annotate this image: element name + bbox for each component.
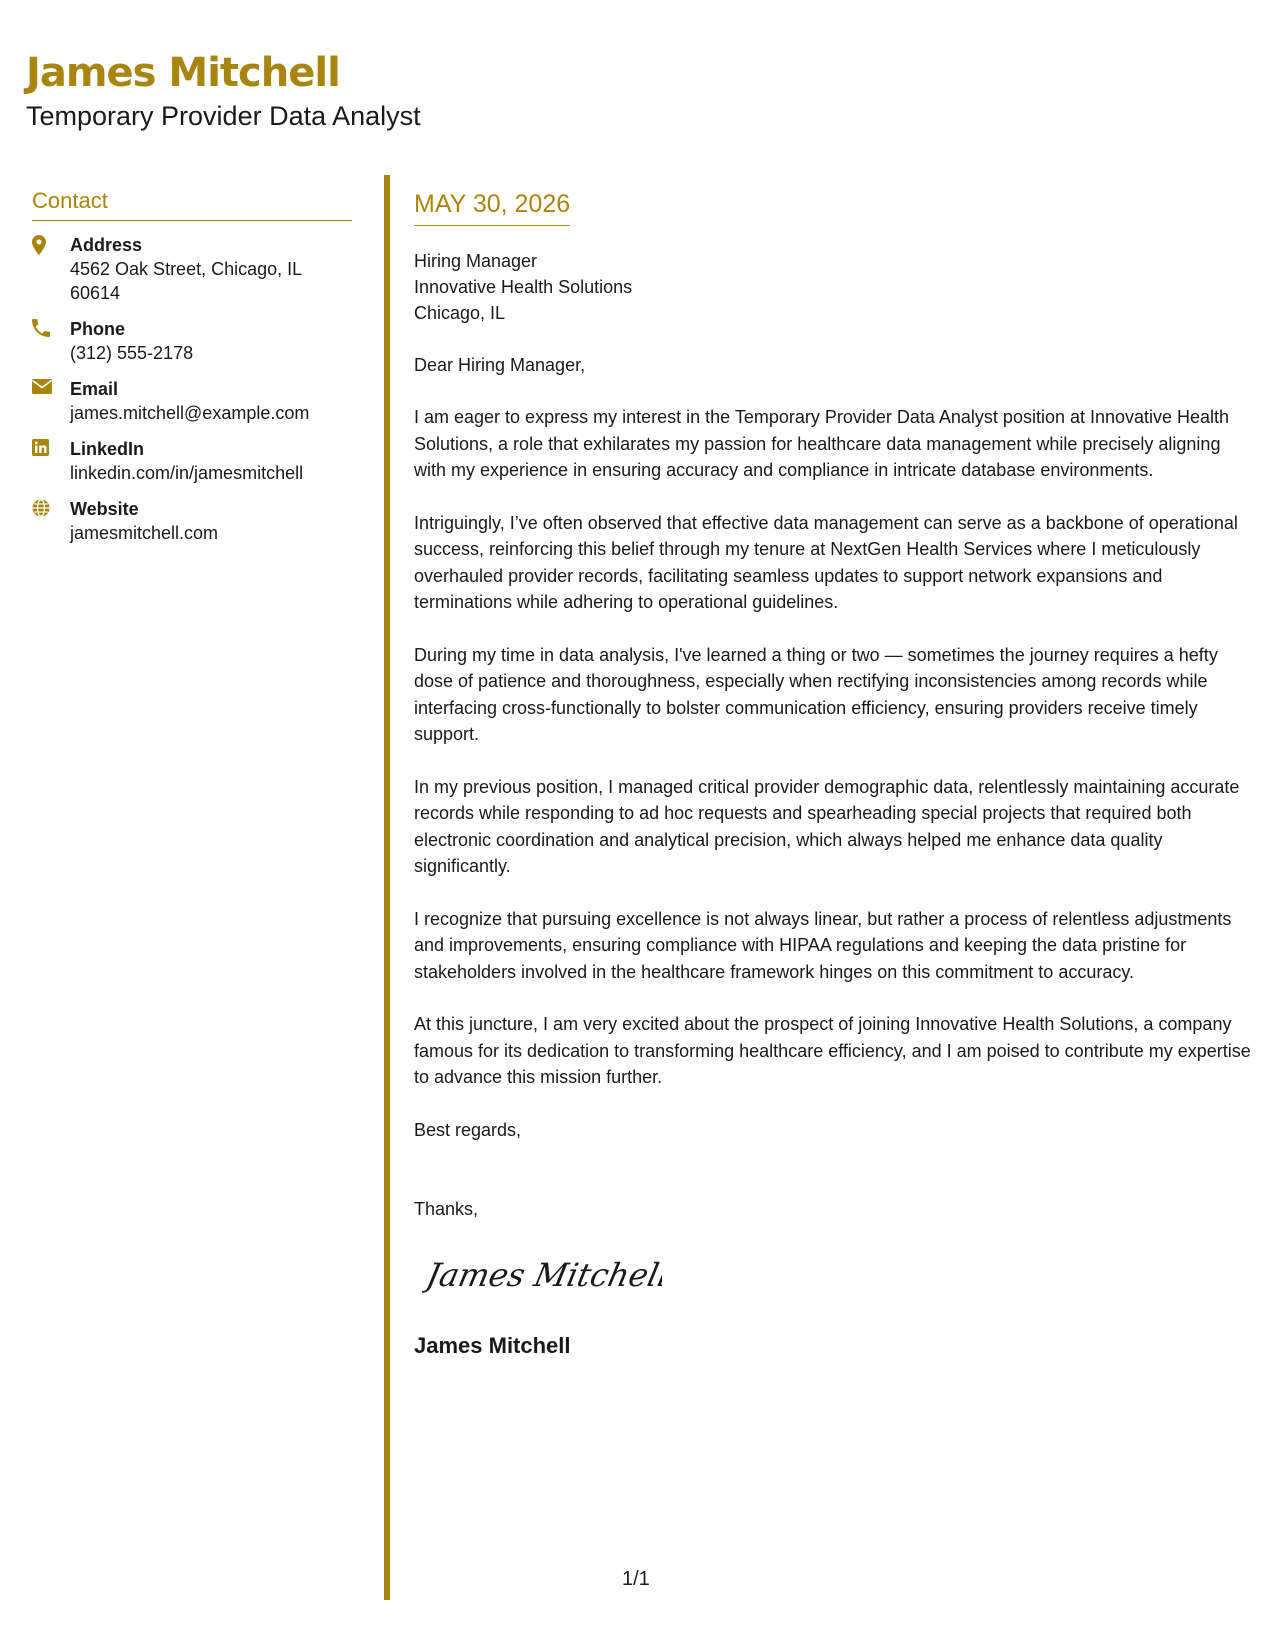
linkedin-label: LinkedIn	[70, 439, 145, 459]
envelope-icon	[32, 377, 70, 425]
body-paragraph: I recognize that pursuing excellence is not always linear, but rather a process of relentless adjustments and improvements, ensuring compliance with HIPAA regulations and keeping the data pristine for stakeholders involved in the healthcare framework hinges on this commitment to accuracy.	[414, 908, 1232, 982]
body-paragraph: Intriguingly, I’ve often observed that effective data management can serve as a backbone of operational success, reinforcing this belief through my tenure at NextGen Health Services where I meticulously overhauled provider records, facilitating seamless updates to support network expansions and terminations while adhering to operational guidelines.	[414, 512, 1238, 612]
applicant-name: James Mitchell	[26, 50, 340, 96]
letter-date: MAY 30, 2026	[414, 190, 570, 226]
email-value: james.mitchell@example.com	[70, 403, 310, 423]
recipient-block	[414, 248, 1254, 326]
contact-heading: Contact	[32, 188, 352, 221]
resume-header	[26, 48, 421, 134]
page-number: 1/1	[622, 1568, 650, 1590]
contact-email	[32, 377, 352, 425]
phone-value: (312) 555-2178	[70, 343, 194, 363]
signature-text: James Mitchell	[423, 1255, 662, 1294]
job-title: Temporary Provider Data Analyst	[26, 101, 421, 131]
linkedin-icon	[32, 437, 70, 485]
contact-linkedin	[32, 437, 352, 485]
thanks: Thanks,	[414, 1198, 479, 1219]
recipient-line: Hiring Manager	[414, 251, 538, 271]
handwritten-signature	[422, 1252, 1254, 1303]
salutation: Dear Hiring Manager,	[414, 355, 586, 375]
address-value: 4562 Oak Street, Chicago, IL 60614	[70, 259, 302, 303]
signer-name: James Mitchell	[414, 1332, 571, 1358]
body-paragraph: I am eager to express my interest in the Temporary Provider Data Analyst position at Innovative Health Solutions, a role that exhilarates my passion for healthcare data management while precisely aligning with my experience in ensuring accuracy and compliance in intricate database environments.	[414, 407, 1230, 480]
website-value[interactable]: jamesmitchell.com	[70, 523, 219, 543]
recipient-line: Innovative Health Solutions	[414, 277, 633, 297]
globe-icon	[32, 497, 70, 545]
recipient-line: Chicago, IL	[414, 303, 506, 323]
contact-address	[32, 233, 352, 305]
phone-label: Phone	[70, 319, 126, 339]
phone-icon	[32, 317, 70, 365]
website-label: Website	[70, 499, 139, 519]
location-pin-icon	[32, 233, 70, 305]
body-paragraph: At this juncture, I am very excited about the prospect of joining Innovative Health Solutions, a company famous for its dedication to transforming healthcare efficiency, and I am poised to contribute my expertise to advance this mission further.	[414, 1014, 1251, 1087]
contact-phone	[32, 317, 352, 365]
letter-body	[414, 190, 1254, 1359]
address-label: Address	[70, 235, 143, 255]
closing: Best regards,	[414, 1119, 522, 1140]
vertical-divider	[384, 175, 390, 1600]
linkedin-value[interactable]: linkedin.com/in/jamesmitchell	[70, 463, 304, 483]
body-paragraph: During my time in data analysis, I've learned a thing or two — sometimes the journey requires a hefty dose of patience and thoroughness, especially when rectifying inconsistencies among records while interfacing cross-functionally to bolster communication efficiency, ensuring providers receive timely support.	[414, 644, 1218, 744]
contact-website	[32, 497, 352, 545]
contact-sidebar	[32, 188, 352, 545]
body-paragraph: In my previous position, I managed critical provider demographic data, relentlessly maintaining accurate records while responding to ad hoc requests and spearheading special projects that required both electronic coordination and analytical precision, which always helped me enhance data quality significantly.	[414, 776, 1240, 876]
email-label: Email	[70, 379, 119, 399]
